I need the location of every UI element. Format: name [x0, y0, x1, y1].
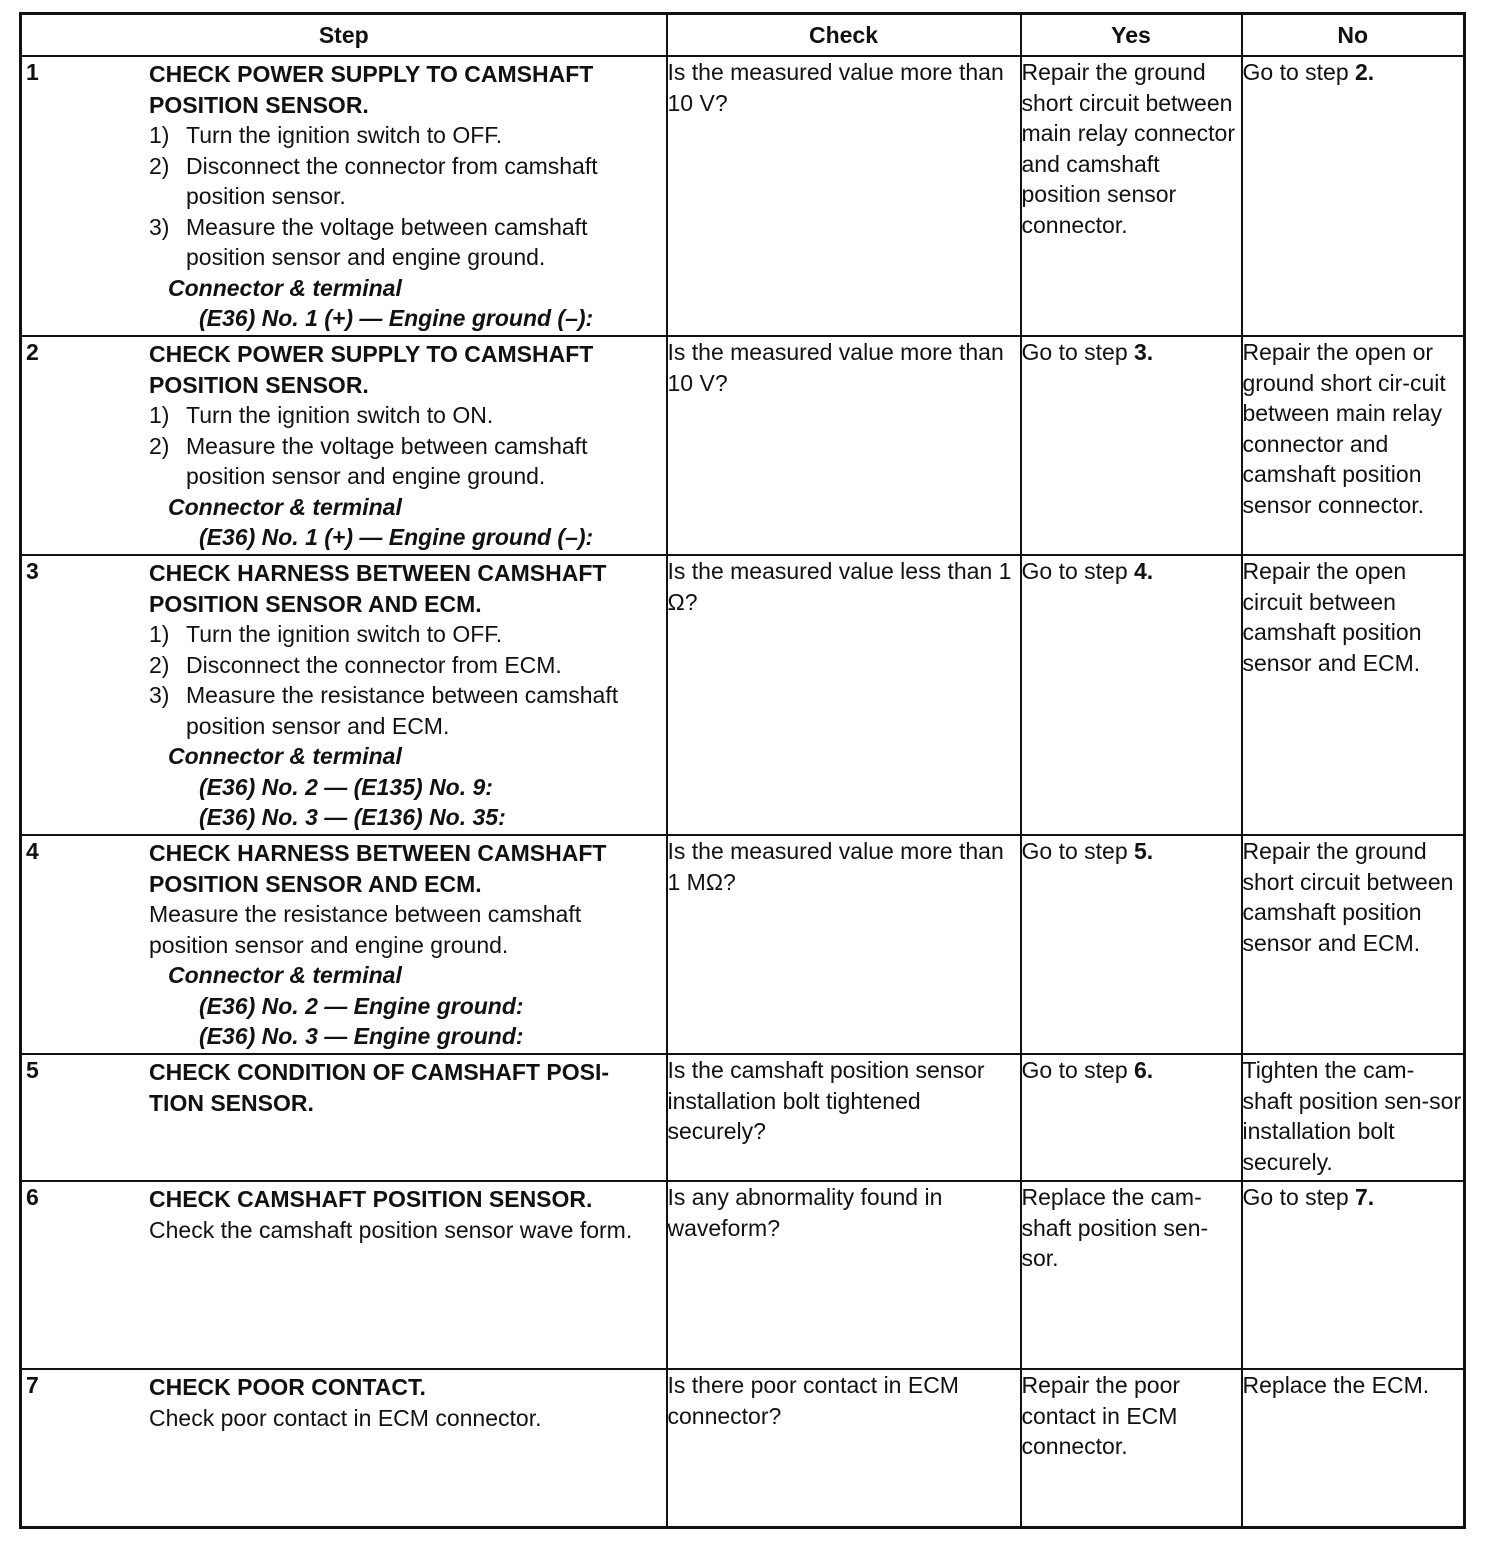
- step-number: 5: [26, 1057, 39, 1083]
- step-number: 3: [26, 558, 39, 584]
- table-row: [21, 555, 1465, 835]
- substep-index: 3): [149, 682, 170, 708]
- no-action: Go to step: [1242, 59, 1356, 85]
- step-title: CHECK HARNESS BETWEEN CAMSHAFT POSITION SENSOR AND ECM.: [149, 560, 607, 617]
- no-action: Repair the open circuit between camshaft position sensor and ECM.: [1242, 558, 1422, 676]
- step-instruction: Check poor contact in ECM connector.: [149, 1404, 542, 1431]
- yes-action: Go to step: [1021, 558, 1135, 584]
- table-row: [21, 336, 1465, 555]
- header-no: No: [1242, 14, 1465, 57]
- no-action: Tighten the cam-shaft position sen-sor installation bolt securely.: [1242, 1057, 1462, 1175]
- no-step-ref: 7.: [1355, 1184, 1375, 1210]
- step-cell: [21, 835, 667, 1054]
- check-question: Is the measured value less than 1 Ω?: [667, 558, 1012, 615]
- step-content: [22, 337, 666, 553]
- yes-step-ref: 3.: [1134, 339, 1154, 365]
- substep-index: 3): [149, 213, 170, 240]
- yes-cell: [1021, 56, 1242, 336]
- yes-action: Repair the ground short circuit between main relay connector and camshaft position sensor connector.: [1021, 59, 1235, 238]
- step-cell: [21, 336, 667, 555]
- step-content: [22, 556, 666, 833]
- substep-text: Turn the ignition switch to ON.: [186, 402, 494, 428]
- check-cell: [667, 555, 1021, 835]
- step-body: [145, 836, 666, 1052]
- step-cell: [21, 1054, 667, 1181]
- step-title: CHECK CONDITION OF CAMSHAFT POSI-TION SENSOR.: [149, 1059, 609, 1116]
- check-question: Is the camshaft position sensor installation bolt tightened securely?: [667, 1057, 985, 1144]
- table-row: [21, 1054, 1465, 1181]
- table-row: [21, 1369, 1465, 1527]
- connector-line: (E36) No. 2 — Engine ground:: [199, 992, 524, 1019]
- step-title: CHECK HARNESS BETWEEN CAMSHAFT POSITION SENSOR AND ECM.: [149, 840, 607, 897]
- substep: [149, 151, 660, 212]
- check-cell: [667, 1054, 1021, 1181]
- connector-line: (E36) No. 3 — Engine ground:: [199, 1023, 524, 1049]
- yes-step-ref: 4.: [1134, 558, 1154, 584]
- substep-index: 2): [149, 432, 170, 459]
- check-cell: [667, 1369, 1021, 1527]
- substep-index: 2): [149, 651, 170, 678]
- yes-step-ref: 5.: [1134, 838, 1154, 864]
- step-body: [145, 337, 666, 553]
- check-question: Is the measured value more than 1 MΩ?: [667, 838, 1004, 895]
- step-title: CHECK POOR CONTACT.: [149, 1374, 426, 1400]
- check-question: Is there poor contact in ECM connector?: [667, 1372, 959, 1429]
- table-body: [21, 56, 1465, 1527]
- substep: [149, 619, 660, 650]
- yes-cell: [1021, 1054, 1242, 1181]
- yes-cell: [1021, 1181, 1242, 1369]
- substep: [149, 650, 660, 681]
- step-body: [145, 57, 666, 334]
- substep-text: Turn the ignition switch to OFF.: [186, 122, 503, 148]
- substep-text: Turn the ignition switch to OFF.: [186, 621, 503, 647]
- header-step: Step: [21, 14, 667, 57]
- substep-index: 2): [149, 152, 170, 179]
- table-row: [21, 1181, 1465, 1369]
- check-question: Is the measured value more than 10 V?: [667, 59, 1004, 116]
- yes-action: Repair the poor contact in ECM connector.: [1021, 1372, 1181, 1459]
- yes-cell: [1021, 555, 1242, 835]
- no-cell: [1242, 555, 1465, 835]
- no-cell: [1242, 1369, 1465, 1527]
- step-content: [22, 1370, 666, 1433]
- yes-cell: [1021, 835, 1242, 1054]
- substep-index: 1): [149, 621, 170, 647]
- header-yes: Yes: [1021, 14, 1242, 57]
- substep-text: Disconnect the connector from camshaft position sensor.: [186, 152, 598, 209]
- step-body: [145, 556, 666, 833]
- check-cell: [667, 56, 1021, 336]
- step-content: [22, 57, 666, 334]
- no-cell: [1242, 56, 1465, 336]
- substep-text: Measure the voltage between camshaft position sensor and engine ground.: [186, 432, 588, 489]
- diagnostic-table: [19, 12, 1466, 1529]
- no-cell: [1242, 1054, 1465, 1181]
- no-action: Replace the ECM.: [1242, 1372, 1430, 1398]
- substep: [149, 120, 660, 151]
- connector-line: (E36) No. 2 — (E135) No. 9:: [199, 773, 493, 800]
- yes-step-ref: 6.: [1134, 1057, 1154, 1083]
- step-content: [22, 1055, 666, 1118]
- step-cell: [21, 555, 667, 835]
- substep-text: Measure the resistance between camshaft position sensor and ECM.: [186, 682, 619, 739]
- step-body: [145, 1370, 666, 1433]
- step-number: 4: [26, 838, 39, 864]
- step-content: [22, 1182, 666, 1245]
- step-instruction: Check the camshaft position sensor wave form.: [149, 1216, 633, 1243]
- yes-cell: [1021, 336, 1242, 555]
- step-title: CHECK POWER SUPPLY TO CAMSHAFT POSITION SENSOR.: [149, 341, 594, 398]
- no-action: Repair the ground short circuit between camshaft position sensor and ECM.: [1242, 838, 1454, 956]
- step-cell: [21, 1369, 667, 1527]
- substep-index: 1): [149, 402, 170, 428]
- check-cell: [667, 336, 1021, 555]
- step-number: 1: [26, 59, 39, 85]
- connector-heading: Connector & terminal: [168, 274, 402, 301]
- no-cell: [1242, 1181, 1465, 1369]
- header-check: Check: [667, 14, 1021, 57]
- substep: [149, 680, 660, 741]
- step-cell: [21, 1181, 667, 1369]
- connector-heading: Connector & terminal: [168, 743, 402, 769]
- check-cell: [667, 835, 1021, 1054]
- connector-line: (E36) No. 1 (+) — Engine ground (–):: [199, 305, 594, 331]
- step-number: 7: [26, 1372, 39, 1398]
- yes-cell: [1021, 1369, 1242, 1527]
- check-question: Is the measured value more than 10 V?: [667, 339, 1004, 396]
- substep: [149, 212, 660, 273]
- substep: [149, 400, 660, 431]
- step-cell: [21, 56, 667, 336]
- substep-index: 1): [149, 122, 170, 148]
- table-row: [21, 56, 1465, 336]
- check-question: Is any abnormality found in waveform?: [667, 1184, 943, 1241]
- step-content: [22, 836, 666, 1052]
- connector-line: (E36) No. 1 (+) — Engine ground (–):: [199, 524, 594, 550]
- no-step-ref: 2.: [1355, 59, 1375, 85]
- step-instruction: Measure the resistance between camshaft position sensor and engine ground.: [149, 901, 582, 958]
- substep-text: Disconnect the connector from ECM.: [186, 651, 562, 678]
- connector-heading: Connector & terminal: [168, 493, 402, 520]
- table-row: [21, 835, 1465, 1054]
- yes-action: Go to step: [1021, 339, 1135, 365]
- step-title: CHECK CAMSHAFT POSITION SENSOR.: [149, 1186, 593, 1212]
- no-action: Repair the open or ground short cir-cuit between main relay connector and camshaft position sensor connector.: [1242, 339, 1446, 518]
- substep: [149, 431, 660, 492]
- yes-action: Go to step: [1021, 1057, 1135, 1083]
- yes-action: Go to step: [1021, 838, 1135, 864]
- check-cell: [667, 1181, 1021, 1369]
- no-cell: [1242, 336, 1465, 555]
- connector-line: (E36) No. 3 — (E136) No. 35:: [199, 804, 506, 830]
- substep-text: Measure the voltage between camshaft position sensor and engine ground.: [186, 213, 588, 270]
- no-action: Go to step: [1242, 1184, 1356, 1210]
- yes-action: Replace the cam-shaft position sen-sor.: [1021, 1184, 1209, 1271]
- step-body: [145, 1055, 666, 1118]
- step-number: 6: [26, 1184, 39, 1210]
- header-row: [21, 14, 1465, 57]
- connector-heading: Connector & terminal: [168, 962, 402, 988]
- no-cell: [1242, 835, 1465, 1054]
- step-body: [145, 1182, 666, 1245]
- step-number: 2: [26, 339, 39, 365]
- step-title: CHECK POWER SUPPLY TO CAMSHAFT POSITION SENSOR.: [149, 61, 594, 118]
